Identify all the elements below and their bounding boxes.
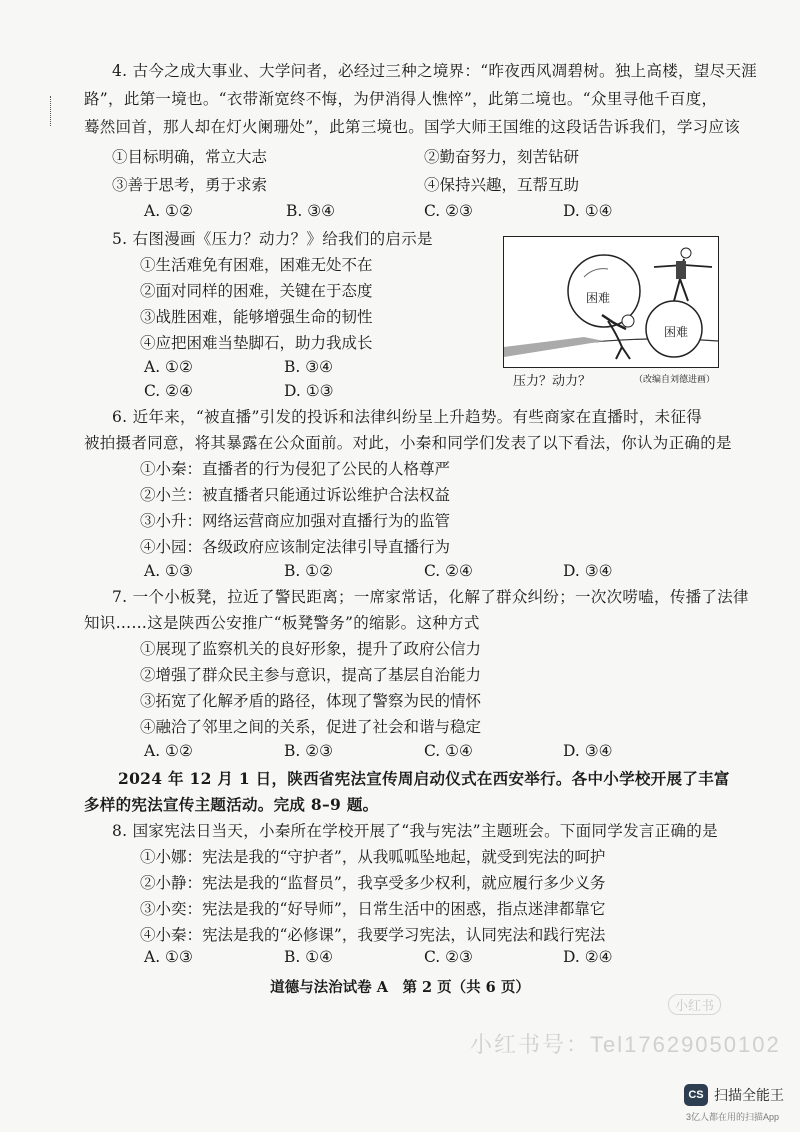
q6-choice-c: C. ②④ xyxy=(424,562,473,580)
q5-stem: 5. 右图漫画《压力？动力？》给我们的启示是 xyxy=(112,230,433,248)
q6-stem-line-1: 6. 近年来，“被直播”引发的投诉和法律纠纷呈上升趋势。有些商家在直播时，未征得 xyxy=(112,408,703,426)
camscanner-tagline: 3亿人都在用的扫描App xyxy=(686,1112,780,1122)
q8-choice-a: A. ①③ xyxy=(144,948,193,966)
q4-choice-d: D. ①④ xyxy=(563,202,613,220)
q4-option-3: ③善于思考，勇于求索 xyxy=(112,176,268,194)
cartoon-caption: 压力？动力？ xyxy=(513,374,592,389)
pressure-cartoon xyxy=(503,236,719,368)
q4-choice-a: A. ①② xyxy=(144,202,193,220)
q4-stem-line-1: 4. 古今之成大事业、大学问者，必经过三种之境界：“昨夜西风凋碧树。独上高楼，望尽天涯 xyxy=(112,62,758,80)
q8-choice-d: D. ②④ xyxy=(563,948,613,966)
q6-choice-a: A. ①③ xyxy=(144,562,193,580)
q4-stem-line-3: 蓦然回首，那人却在灯火阑珊处”，此第三境也。国学大师王国维的这段话告诉我们，学习应该 xyxy=(84,118,741,136)
q8-choice-c: C. ②③ xyxy=(424,948,473,966)
binding-margin-mark xyxy=(50,96,53,126)
q7-choice-a: A. ①② xyxy=(144,742,193,760)
q5-choice-a: A. ①② xyxy=(144,358,193,376)
q8-option-2: ②小静：宪法是我的“监督员”，我享受多少权利，就应履行多少义务 xyxy=(140,874,606,892)
q6-choice-d: D. ③④ xyxy=(563,562,613,580)
q4-stem-line-2: 路”，此第一境也。“衣带渐宽终不悔，为伊消得人憔悴”，此第二境也。“众里寻他千百度， xyxy=(84,90,718,108)
q7-option-1: ①展现了监察机关的良好形象，提升了政府公信力 xyxy=(140,640,482,658)
q6-stem-line-2: 被拍摄者同意，将其暴露在公众面前。对此，小秦和同学们发表了以下看法，你认为正确的是 xyxy=(84,434,732,452)
q7-option-3: ③拓宽了化解矛盾的路径，体现了警察为民的情怀 xyxy=(140,692,482,710)
q8-option-4: ④小秦：宪法是我的“必修课”，我要学习宪法，认同宪法和践行宪法 xyxy=(140,926,606,944)
q7-stem-line-1: 7. 一个小板凳，拉近了警民距离；一席家常话，化解了群众纠纷；一次次唠嗑，传播了法律 xyxy=(112,588,749,606)
material-line-1: 2024 年 12 月 1 日，陕西省宪法宣传周启动仪式在西安举行。各中小学校开展了丰富 xyxy=(118,769,730,788)
xiaohongshu-stamp: 小红书 xyxy=(668,994,721,1015)
camscanner-badge xyxy=(684,1084,784,1106)
q4-choice-c: C. ②③ xyxy=(424,202,473,220)
q4-option-1: ①目标明确，常立大志 xyxy=(112,148,268,166)
q4-option-2: ②勤奋努力，刻苦钻研 xyxy=(424,148,580,166)
q5-option-1: ①生活难免有困难，困难无处不在 xyxy=(140,256,373,274)
q8-stem: 8. 国家宪法日当天，小秦所在学校开展了“我与宪法”主题班会。下面同学发言正确的是 xyxy=(112,822,718,840)
q7-stem-line-2: 知识……这是陕西公安推广“板凳警务”的缩影。这种方式 xyxy=(84,614,480,632)
q6-option-3: ③小升：网络运营商应加强对直播行为的监管 xyxy=(140,512,451,530)
q6-option-2: ②小兰：被直播者只能通过诉讼维护合法权益 xyxy=(140,486,451,504)
q8-choice-b: B. ①④ xyxy=(284,948,334,966)
q4-choice-b: B. ③④ xyxy=(286,202,336,220)
camscanner-logo-icon: CS xyxy=(684,1084,708,1106)
cartoon-credit: （改编自刘德进画） xyxy=(634,375,716,385)
watermark-text: 小红书号：Tel17629050102 xyxy=(470,1032,781,1057)
q8-option-1: ①小娜：宪法是我的“守护者”，从我呱呱坠地起，就受到宪法的呵护 xyxy=(140,848,606,866)
q7-option-4: ④融洽了邻里之间的关系，促进了社会和谐与稳定 xyxy=(140,718,482,736)
q5-choice-c: C. ②④ xyxy=(144,382,193,400)
page-footer: 道德与法治试卷 A 第 2 页（共 6 页） xyxy=(270,979,530,996)
q8-option-3: ③小奕：宪法是我的“好导师”，日常生活中的困惑，指点迷津都靠它 xyxy=(140,900,606,918)
q6-option-1: ①小秦：直播者的行为侵犯了公民的人格尊严 xyxy=(140,460,451,478)
q5-option-4: ④应把困难当垫脚石，助力我成长 xyxy=(140,334,373,352)
q5-option-3: ③战胜困难，能够增强生命的韧性 xyxy=(140,308,373,326)
q7-choice-b: B. ②③ xyxy=(284,742,334,760)
q5-choice-d: D. ①③ xyxy=(284,382,334,400)
q5-choice-b: B. ③④ xyxy=(284,358,334,376)
q5-option-2: ②面对同样的困难，关键在于态度 xyxy=(140,282,373,300)
q6-option-4: ④小园：各级政府应该制定法律引导直播行为 xyxy=(140,538,451,556)
q7-choice-c: C. ①④ xyxy=(424,742,473,760)
q7-option-2: ②增强了群众民主参与意识，提高了基层自治能力 xyxy=(140,666,482,684)
q7-choice-d: D. ③④ xyxy=(563,742,613,760)
camscanner-name: 扫描全能王 xyxy=(714,1087,784,1103)
q4-option-4: ④保持兴趣，互帮互助 xyxy=(424,176,580,194)
cartoon-label-left: 困难 xyxy=(586,291,611,305)
material-line-2: 多样的宪法宣传主题活动。完成 8–9 题。 xyxy=(84,795,379,814)
q6-choice-b: B. ①② xyxy=(284,562,334,580)
cartoon-illustration xyxy=(504,237,718,367)
cartoon-label-right: 困难 xyxy=(664,325,689,339)
